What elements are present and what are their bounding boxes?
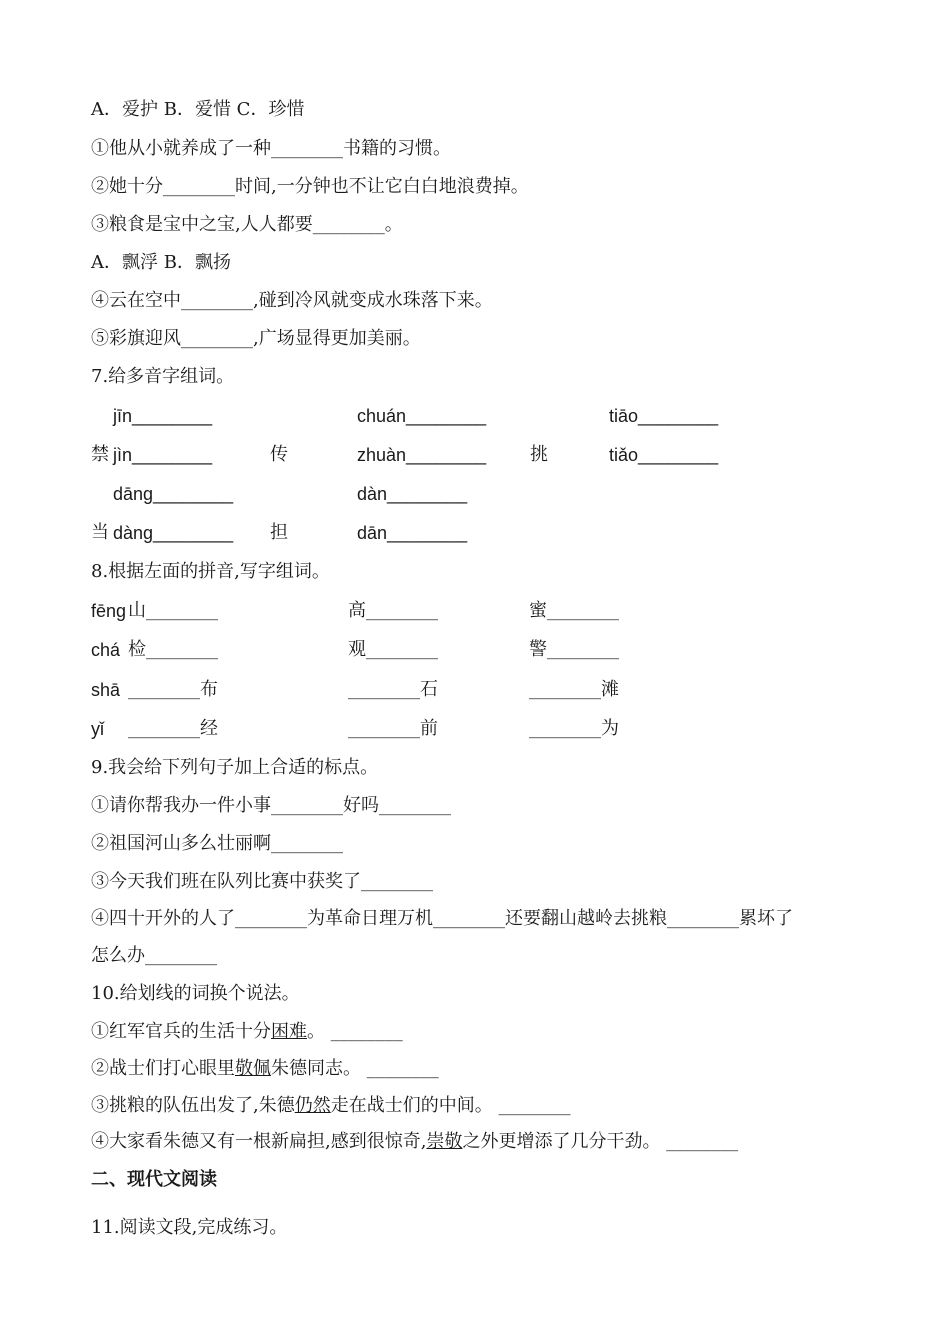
q6-options-2: A．飘浮 B．飘扬 [91, 252, 231, 273]
q7-dan1: dān________ [357, 523, 468, 543]
q10-sentence-3 [91, 1094, 570, 1118]
q7-tiao3: tiǎo________ [609, 445, 719, 465]
q7-dang4: dàng________ [113, 523, 234, 543]
q7-title: 7.给多音字组词。 [91, 366, 235, 387]
q6-sentence-1: ①他从小就养成了一种________书籍的习惯。 [91, 138, 451, 159]
q9-sentence-2: ②祖国河山多么壮丽啊________ [91, 833, 343, 854]
q8-row4-c3: ________为 [529, 718, 619, 739]
q6-options-1: A．爱护 B．爱惜 C．珍惜 [91, 99, 305, 120]
q8-row1-c3: 蜜________ [529, 600, 619, 621]
q10-s1-post: 。 ________ [307, 1021, 403, 1042]
q8-row2-c2: 观________ [348, 639, 438, 660]
q10-s4-pre: ④大家看朱德又有一根新扁担,感到很惊奇, [91, 1131, 427, 1152]
q10-s2-underlined-word: 敬佩 [235, 1058, 271, 1079]
q8-row4-c2: ________前 [348, 718, 438, 739]
q10-s1-underlined-word: 困难 [271, 1021, 307, 1042]
q7-dang-char: 当 [91, 522, 109, 543]
q8-title: 8.根据左面的拼音,写字组词。 [91, 561, 330, 582]
q8-row4-pinyin: yǐ [91, 719, 104, 739]
q10-sentence-1 [91, 1020, 403, 1044]
q7-jin4: jìn________ [113, 445, 213, 465]
q7-zhuan: zhuàn________ [357, 445, 487, 465]
q7-jin1: jīn________ [113, 406, 213, 426]
q8-row1-pinyin: fēng [91, 601, 127, 621]
q10-title: 10.给划线的词换个说法。 [91, 983, 300, 1004]
q7-dan4: dàn________ [357, 484, 468, 504]
q10-s4-post: 之外更增添了几分干劲。 ________ [462, 1131, 739, 1152]
q11-title: 11.阅读文段,完成练习。 [91, 1217, 288, 1238]
q10-s2-post: 朱德同志。 ________ [271, 1058, 439, 1079]
q7-dan-char: 担 [270, 522, 288, 543]
q10-s3-underlined-word: 仍然 [294, 1095, 331, 1116]
q8-row3-c2: ________石 [348, 679, 438, 700]
q6-sentence-5: ⑤彩旗迎风________,广场显得更加美丽。 [91, 328, 421, 349]
q8-row1-c2: 高________ [348, 600, 438, 621]
q8-row2-c3: 警________ [529, 639, 619, 660]
q8-row2-c1: 检________ [128, 639, 218, 660]
q10-s2-pre: ②战士们打心眼里 [91, 1058, 235, 1079]
q10-sentence-4 [91, 1130, 738, 1154]
q8-row2-pinyin: chá [91, 640, 121, 660]
q10-s4-underlined-word: 崇敬 [426, 1131, 463, 1152]
q7-jin-char: 禁 [91, 444, 109, 465]
q10-s3-post: 走在战士们的中间。 ________ [330, 1095, 571, 1116]
q10-s3-pre: ③挑粮的队伍出发了,朱德 [91, 1095, 295, 1116]
q8-row3-c3: ________滩 [529, 679, 619, 700]
q8-row3-pinyin: shā [91, 680, 121, 700]
q7-chuan-char: 传 [270, 444, 288, 465]
q6-sentence-3: ③粮食是宝中之宝,人人都要________。 [91, 214, 403, 235]
q6-sentence-4: ④云在空中________,碰到冷风就变成水珠落下来。 [91, 290, 493, 311]
q7-tiao-char: 挑 [530, 444, 548, 465]
q9-sentence-4a: ④四十开外的人了________为革命日理万机________还要翻山越岭去挑粮________累坏了 [91, 908, 793, 929]
q7-chuan: chuán________ [357, 406, 487, 426]
q9-sentence-4b: 怎么办________ [91, 945, 217, 966]
q9-sentence-1: ①请你帮我办一件小事________好吗________ [91, 795, 451, 816]
section-heading: 二、现代文阅读 [91, 1169, 217, 1190]
q10-s1-pre: ①红军官兵的生活十分 [91, 1021, 271, 1042]
q8-row1-c1: 山________ [128, 600, 218, 621]
q10-sentence-2 [91, 1057, 439, 1081]
q7-tiao1: tiāo________ [609, 406, 719, 426]
q8-row4-c1: ________经 [128, 718, 218, 739]
q9-sentence-3: ③今天我们班在队列比赛中获奖了________ [91, 871, 433, 892]
q9-title: 9.我会给下列句子加上合适的标点。 [91, 757, 379, 778]
q8-row3-c1: ________布 [128, 679, 218, 700]
q6-sentence-2: ②她十分________时间,一分钟也不让它白白地浪费掉。 [91, 176, 529, 197]
q7-dang1: dāng________ [113, 484, 234, 504]
